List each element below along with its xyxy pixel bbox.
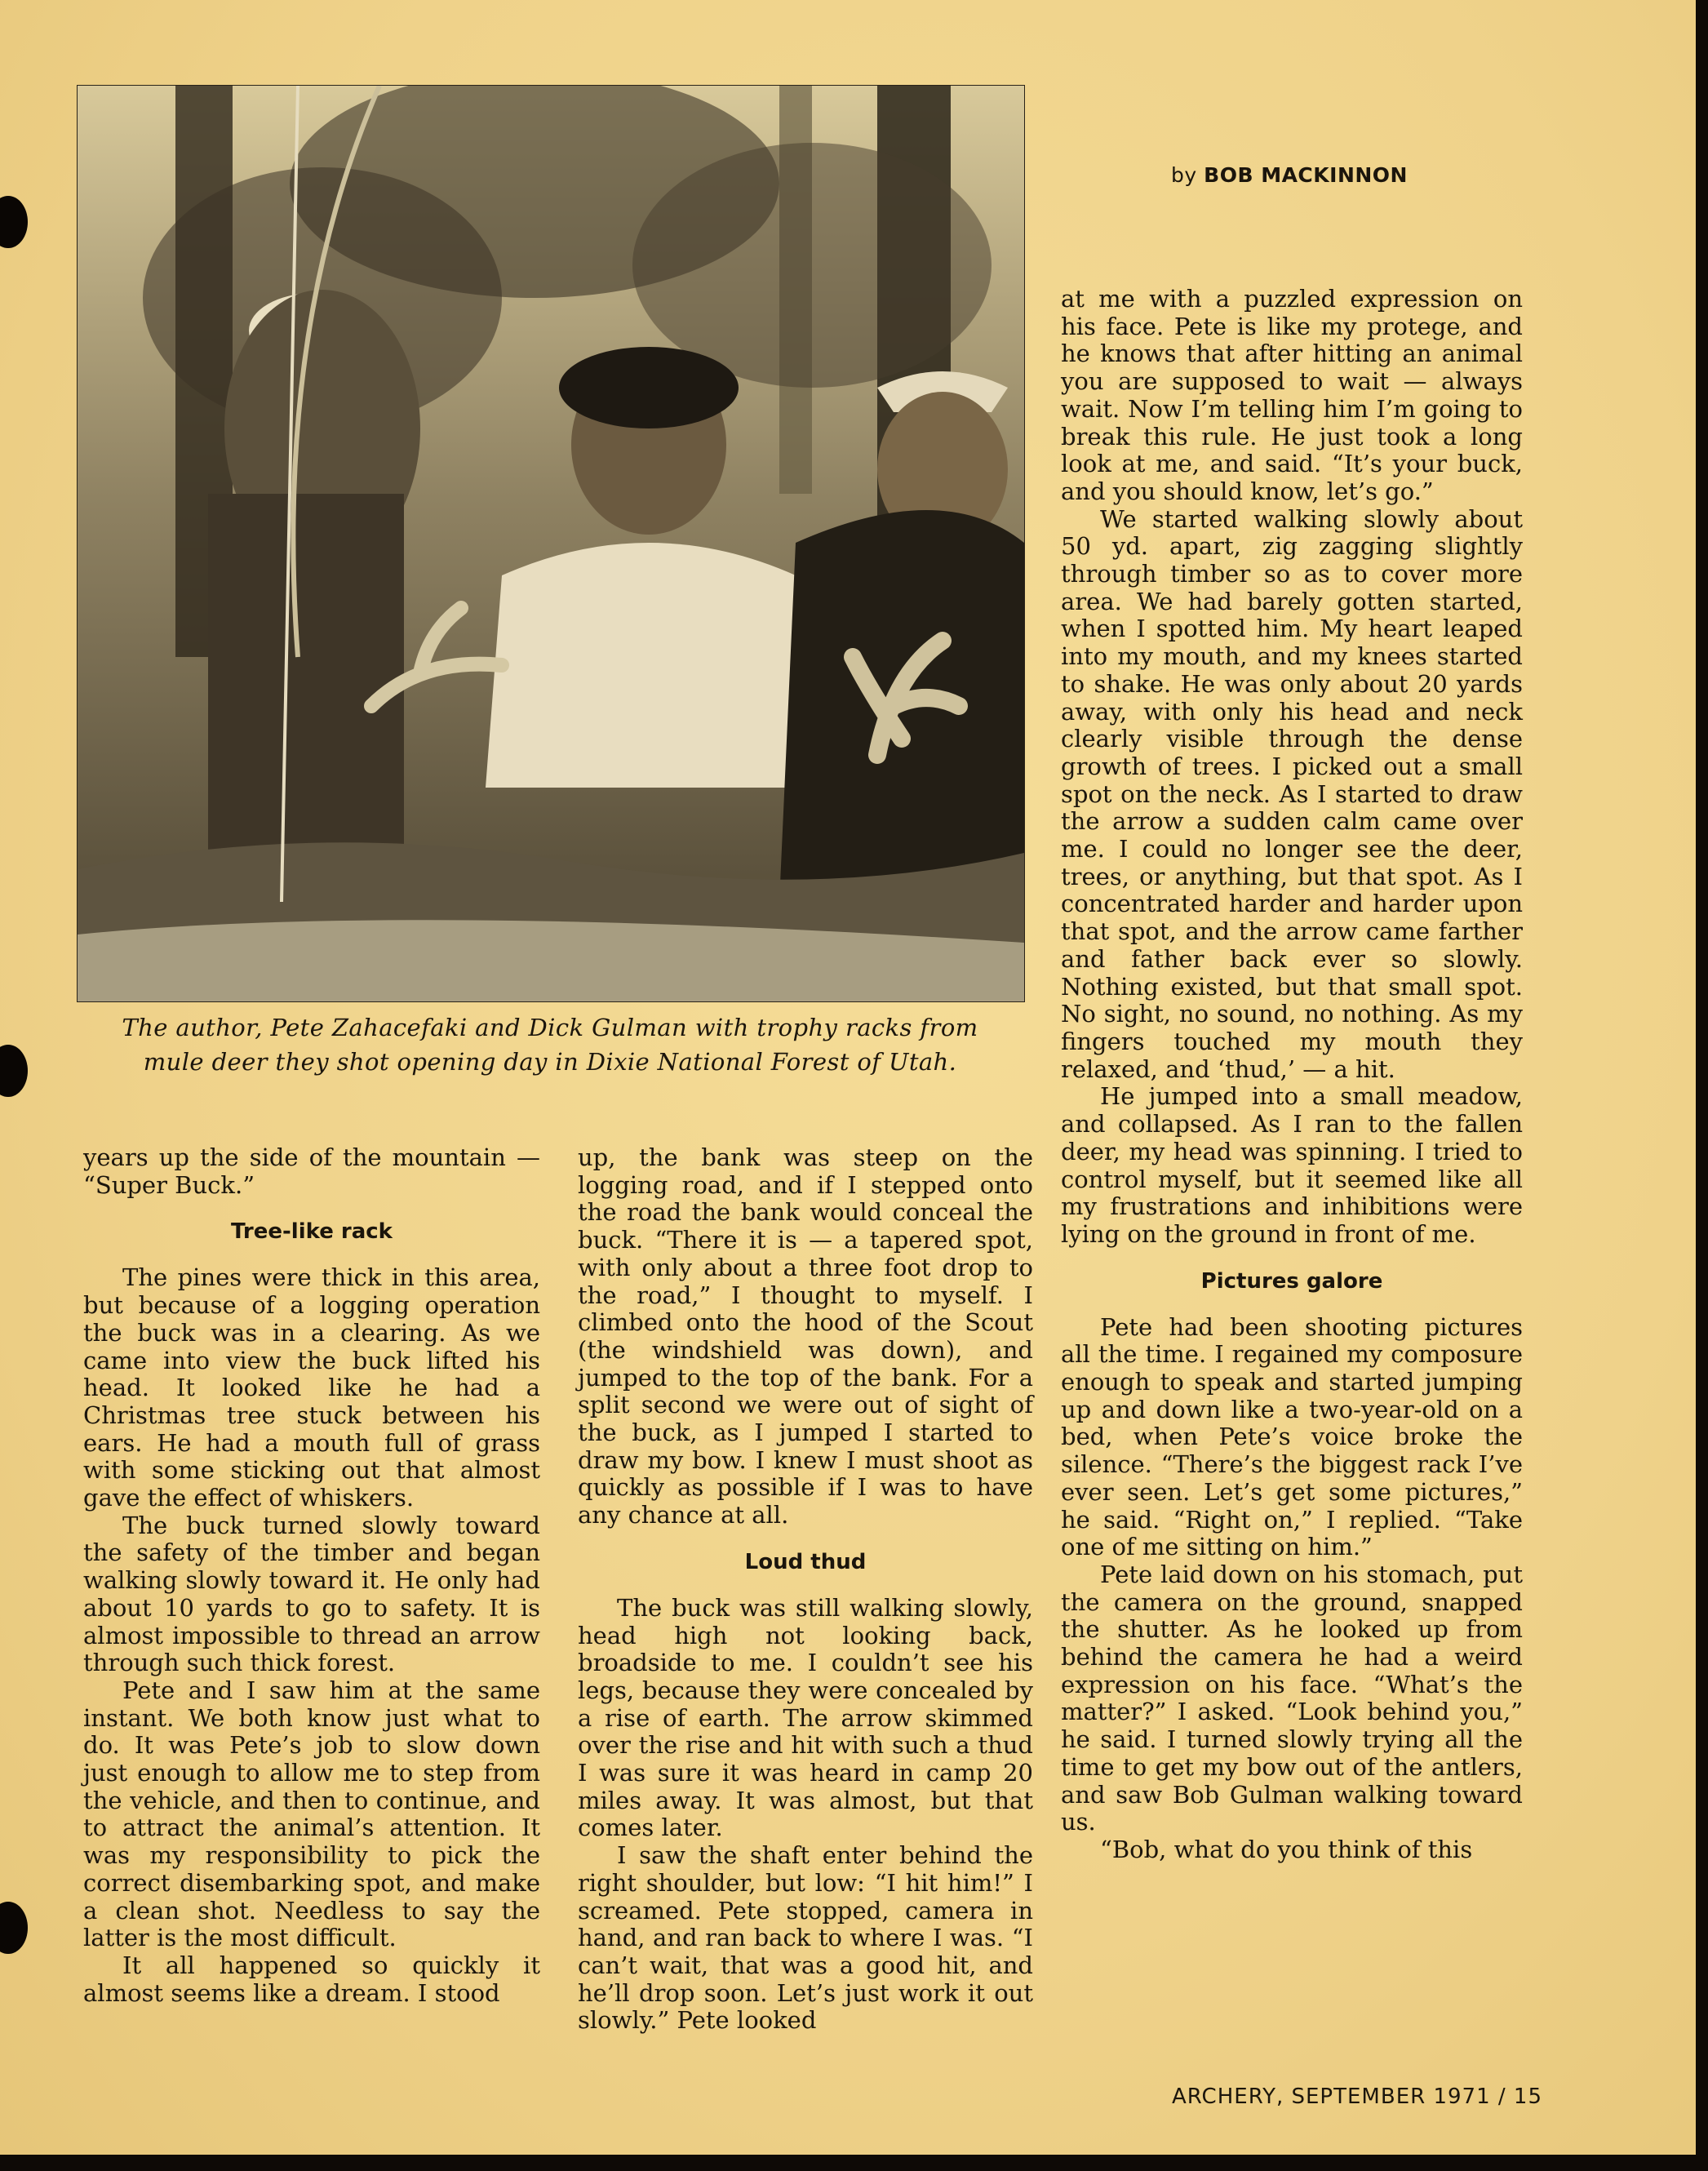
byline-prefix: by (1171, 163, 1197, 187)
byline-author: BOB MACKINNON (1204, 163, 1408, 187)
binder-hole (0, 196, 28, 248)
article-column-3 (1061, 286, 1523, 1864)
paragraph: years up the side of the mountain — “Super Buck.” (83, 1143, 540, 1199)
paragraph: Pete had been shooting pictures all the time. I regained my composure enough to speak and started jumping up and down like a two-year-old on a bed, when Pete’s voice broke the silence. “There’s the biggest rack I’ve ever seen. Let’s get some pictures,” he said. “Right on,” I replied. “Take one of me sitting on him.” (1061, 1312, 1523, 1561)
paragraph: Pete and I saw him at the same instant. We both know just what to do. It was Pete’s job to slow down just enough to allow me to step from the vehicle, and then to continue, and to attract the animal’s attention. It was my responsibility to pick the correct disembarking spot, and make a clean shot. Needless to say the latter is the most difficult. (83, 1676, 540, 1952)
paragraph: The pines were thick in this area, but because of a logging operation the buck was in a clearing. As we came into view the buck lifted his head. It looked like he had a Christmas tree stuck between his ears. He had a mouth full of grass with some sticking out that almost gave the effect of whiskers. (83, 1263, 540, 1512)
paragraph: He jumped into a small meadow, and collapsed. As I ran to the fallen deer, my head was spinning. I tried to control myself, but it seemed like all my frustrations and inhibitions were lying on the ground in front of me. (1061, 1082, 1523, 1248)
page-footer: ARCHERY, SEPTEMBER 1971 / 15 (1172, 2084, 1542, 2109)
caption-line: mule deer they shot opening day in Dixie National Forest of Utah. (143, 1048, 957, 1076)
photo-caption (77, 1010, 1023, 1079)
subheading: Loud thud (744, 1549, 867, 1574)
binder-hole (0, 1045, 28, 1097)
photo-illustration (78, 86, 1024, 1001)
paragraph: at me with a puzzled expression on his face. Pete is like my protege, and he knows that after hitting an animal you are supposed to wait — always wait. Now I’m telling him I’m going to break this rule. He just took a long look at me, and said. “It’s your buck, and you should know, let’s go.” (1061, 285, 1523, 505)
paragraph: “Bob, what do you think of this (1100, 1835, 1473, 1863)
caption-line: The author, Pete Zahacefaki and Dick Gulman with trophy racks from (122, 1014, 978, 1041)
paragraph: We started walking slowly about 50 yd. apart, zig zagging slightly through timber so as to cover more area. We had barely gotten started, when I spotted him. My heart leaped into my mouth, and my knees started to shake. He was only about 20 yards away, with only his head and neck clearly visible through the dense growth of trees. I picked out a small spot on the neck. As I started to draw the arrow a sudden calm came over me. I could no longer see the deer, trees, or anything, but that spot. As I concentrated harder and harder upon that spot, and the arrow came farther and father back ever so slowly. Nothing existed, but that small spot. No sight, no sound, no nothing. As my fingers touched my mouth they relaxed, and ‘thud,’ — a hit. (1061, 504, 1523, 1083)
paragraph: I saw the shaft enter behind the right shoulder, but low: “I hit him!” I screamed. Pete stopped, camera in hand, and ran back to where I was. “I can’t wait, that was a good hit, and he’ll drop soon. Let’s just work it out slowly.” Pete looked (578, 1841, 1033, 2035)
article-column-1 (83, 1144, 540, 2007)
paragraph: Pete laid down on his stomach, put the camera on the ground, snapped the shutter. As he looked up from behind the camera he had a weird expression on his face. “What’s the matter?” I asked. “Look behind you,” he said. I turned slowly trying all the time to get my bow out of the antlers, and saw Bob Gulman walking toward us. (1061, 1560, 1523, 1836)
paragraph: The buck was still walking slowly, head high not looking back, broadside to me. I couldn’t see his legs, because they were concealed by a rise of earth. The arrow skimmed over the rise and hit with such a thud I was sure it was heard in camp 20 miles away. It was almost, but that comes later. (578, 1593, 1033, 1842)
paragraph: The buck turned slowly toward the safety of the timber and began walking slowly toward it. He only had about 10 yards to go to safety. It is almost impossible to thread an arrow through such thick forest. (83, 1511, 540, 1677)
article-column-2 (578, 1144, 1033, 2035)
paragraph: It all happened so quickly it almost seems like a dream. I stood (83, 1951, 540, 2007)
subheading: Tree-like rack (231, 1219, 393, 1245)
hunters-photo (77, 85, 1025, 1002)
paragraph: up, the bank was steep on the logging road, and if I stepped onto the road the bank would conceal the buck. “There it is — a tapered spot, with only about a three foot drop to the road,” I thought to myself. I climbed onto the hood of the Scout (the windshield was down), and jumped to the top of the bank. For a split second we were out of sight of the buck, as I jumped I started to draw my bow. I knew I must shoot as quickly as possible if I was to have any chance at all. (578, 1143, 1033, 1529)
binder-hole (0, 1902, 28, 1954)
byline (1061, 163, 1518, 187)
subheading: Pictures galore (1200, 1268, 1383, 1294)
